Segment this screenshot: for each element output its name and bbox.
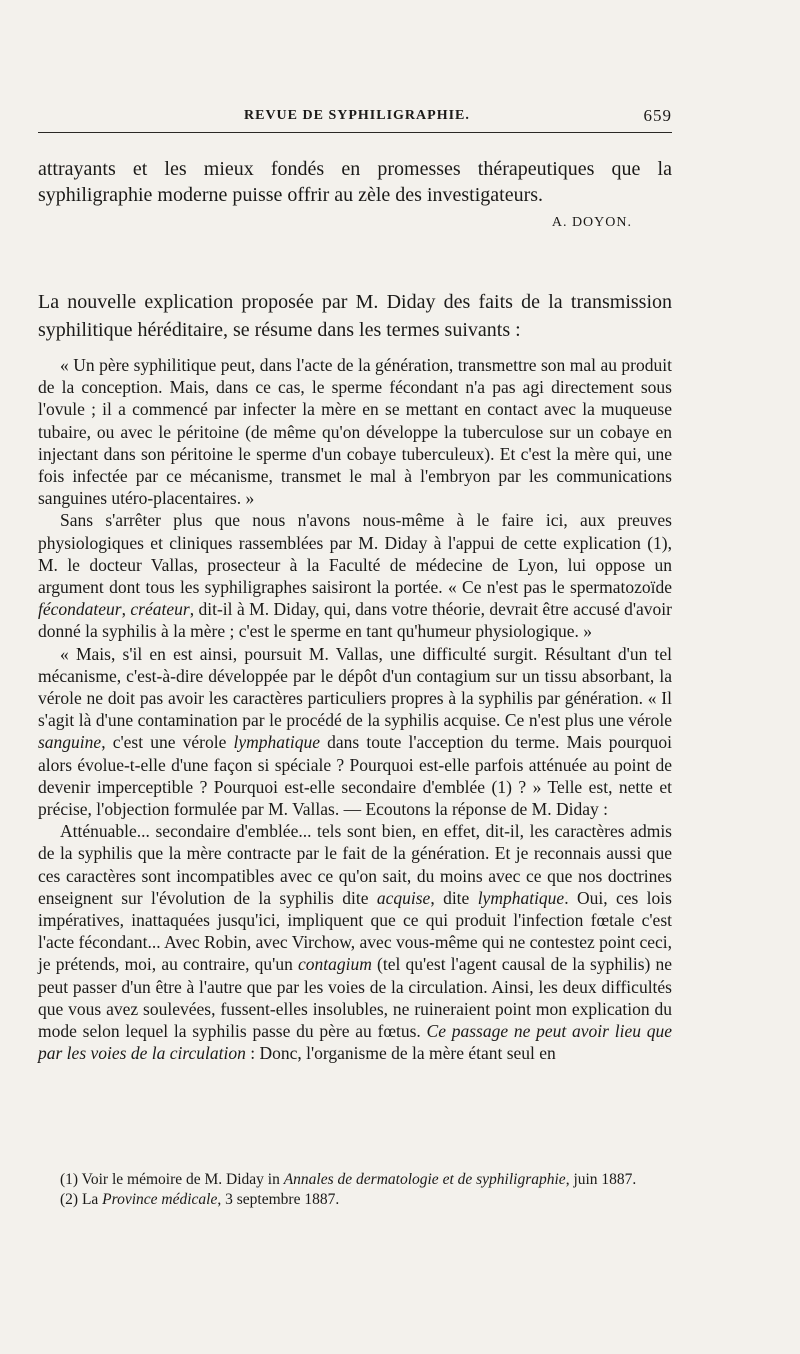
paragraph-vallas-objection: « Mais, s'il en est ainsi, poursuit M. Vallas, une difficulté surgit. Résultant d'un tel mécanisme, c'est-à-dire développée par le dépôt d'un contagium sur un tissu absorbant, la vérole ne doit pas avoir les caractères particuliers propres à la syphilis par génération. « Il s'agit là d'une contamination par le procédé de la syphilis acquise. Ce n'est plus une vérole sanguine, c'est une vérole lymphatique dans toute l'acception du terme. Mais pourquoi alors évolue-t-elle d'une façon si spéciale ? Pourquoi est-elle parfois atténuée au point de devenir imperceptible ? Pourquoi est-elle secondaire d'emblée (1) ? » Telle est, nette et précise, l'objection formulée par M. Vallas. — Ecoutons la réponse de M. Diday : [38,643,672,820]
header-rule [38,132,672,133]
footnote-2: (2) La Province médicale, 3 septembre 1887. [60,1190,340,1208]
page-number: 659 [643,106,672,125]
book-page [38,0,672,1354]
paragraph-vallas-argument: Sans s'arrêter plus que nous n'avons nous-même à le faire ici, aux preuves physiologiques et cliniques rassemblées par M. Diday à l'appui de cette explication (1), M. le docteur Vallas, prosecteur à la Faculté de médecine de Lyon, lui oppose un argument dont tous les syphiligraphes saisiront la portée. « Ce n'est pas le spermatozoïde fécondateur, créateur, dit-il à M. Diday, qui, dans votre théorie, devrait être accusé d'avoir donné la syphilis à la mère ; c'est le sperme en tant qu'humeur physiologique. » [38,510,672,642]
footnotes [38,1170,672,1209]
running-title: REVUE DE SYPHILIGRAPHIE. [244,108,470,123]
running-header [38,106,672,128]
lead-paragraph: La nouvelle explication proposée par M. Diday des faits de la transmission syphilitique héréditaire, se résume dans les termes suivants : [38,291,672,341]
intro-paragraph: attrayants et les mieux fondés en promesses thérapeutiques que la syphiligraphie moderne puisse offrir au zèle des investigateurs. [38,158,672,206]
paragraph-diday-response: Atténuable... secondaire d'emblée... tels sont bien, en effet, dit-il, les caractères admis de la syphilis que la mère contracte par le fait de la génération. Et je reconnais aussi que ces caractères sont incompatibles avec ce qu'on sait, du moins avec ce que nos doctrines enseignent sur l'évolution de la syphilis dite acquise, dite lymphatique. Oui, ces lois impératives, inattaquées jusqu'ici, impliquent que ce qui produit l'infection fœtale c'est l'acte fécondant... Avec Robin, avec Virchow, avec vous-même qui ne contestez point ceci, je prétends, moi, au contraire, qu'un contagium (tel qu'est l'agent causal de la syphilis) ne peut passer d'un être à l'autre que par les voies de la circulation. Ainsi, les deux difficultés que vous avez soulevées, fussent-elles insolubles, ne ruineraient point mon explication du mode selon lequel la syphilis passe du père au fœtus. Ce passage ne peut avoir lieu que par les voies de la circulation : Donc, l'organisme de la mère étant seul en [38,821,672,1064]
main-text [38,354,672,1065]
footnote-1: (1) Voir le mémoire de M. Diday in Annales de dermatologie et de syphiligraphie, juin 1887. [60,1171,637,1188]
author-signature: A. DOYON. [551,215,632,230]
paragraph-quote-diday: « Un père syphilitique peut, dans l'acte de la génération, transmettre son mal au produit de la conception. Mais, dans ce cas, le sperme fécondant n'a pas agi directement sous l'ovule ; il a commencé par infecter la mère en se mettant en contact avec la muqueuse tubaire, ou avec le péritoine (de même qu'on développe la tuberculose sur un cobaye en injectant dans son péritoine le sperme d'un cobaye tuberculeux). Et c'est la mère qui, une fois infectée par ce mécanisme, transmet le mal à l'embryon par les communications sanguines utéro-placentaires. » [38,355,672,509]
